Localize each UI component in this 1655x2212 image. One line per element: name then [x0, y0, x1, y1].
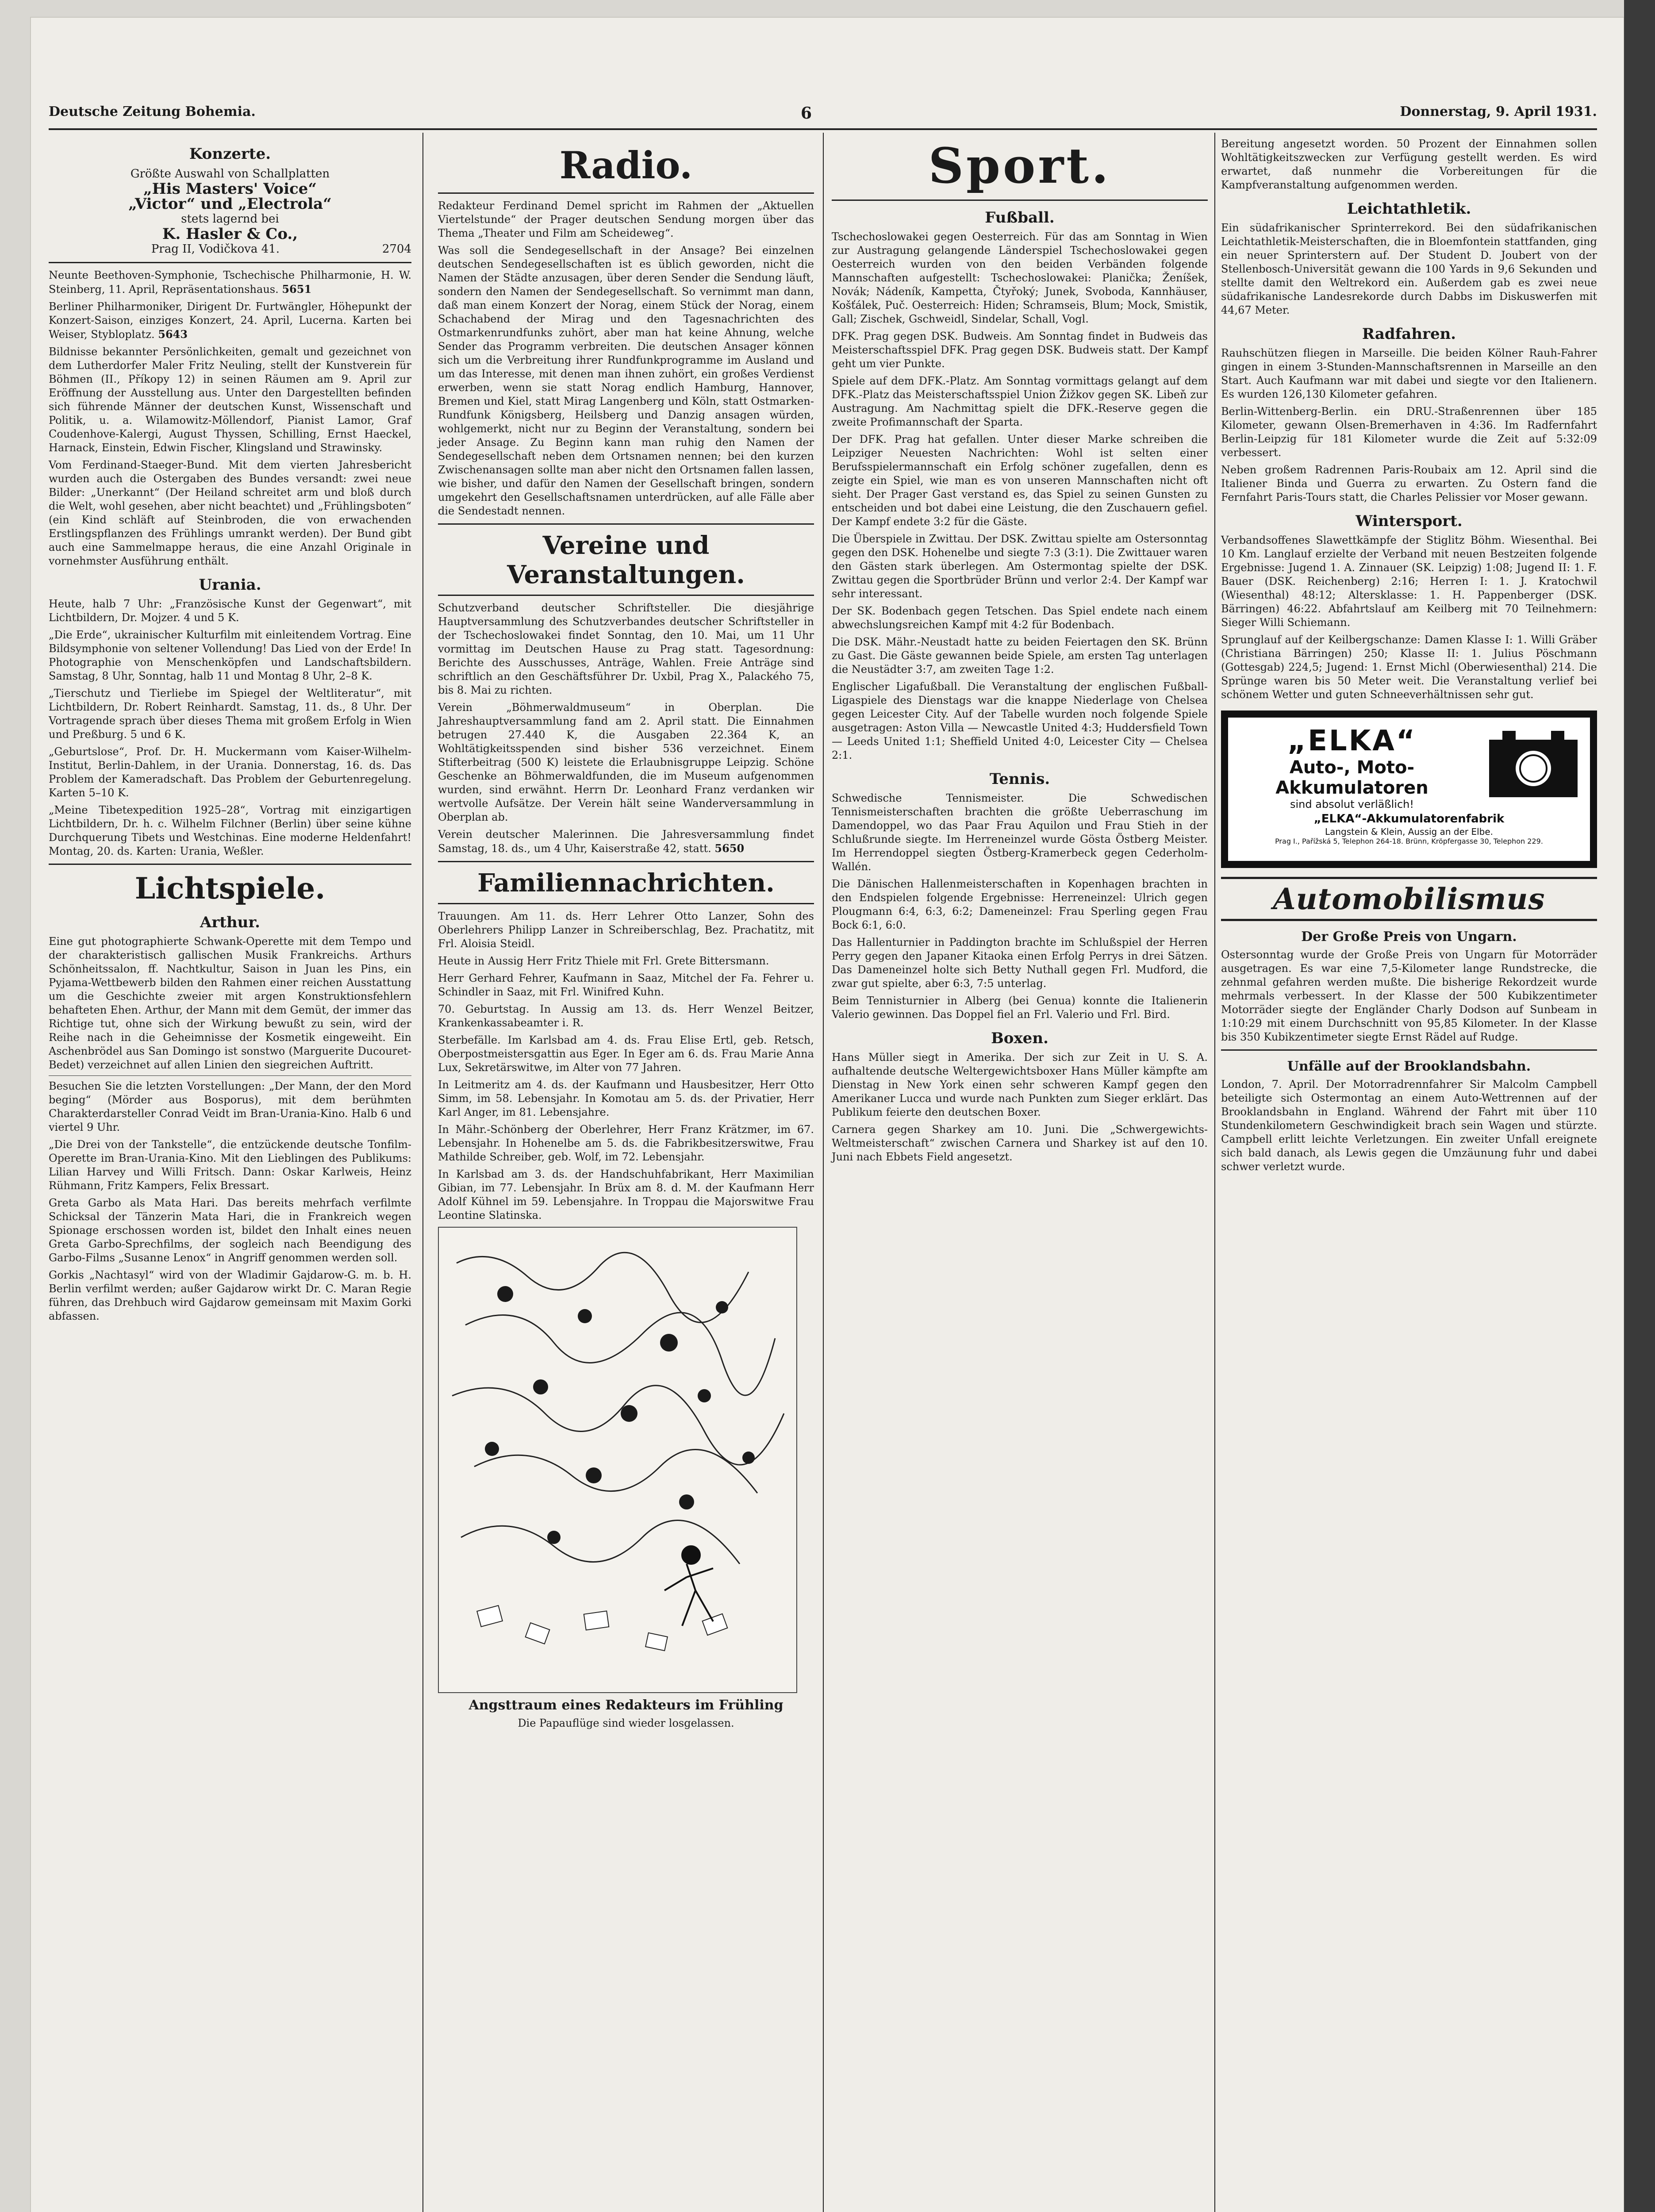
divider [438, 192, 814, 194]
divider [438, 595, 814, 596]
article-paragraph: Verein „Böhmerwaldmuseum“ in Oberplan. Die Jahreshauptversammlung fand am 2. April statt. Die Einnahmen betrugen 27.440 K, die Ausgaben 22.364 K, an Wohltätigkeitsspenden sind bisher 536 verzeichnet. Einem Stifterbeitrag (500 K) leistete die Erlaubnisgruppe Leipzig. Schöne Geschenke an Böhmerwaldfunden, die im Museum aufgenommen wurden, sind erwähnt. Herrn Dr. Leonhard Franz verdanken wir wertvolle Aufsätze. Der Verein hält seine Wanderversammlung in Oberplan ab. [438, 701, 814, 823]
advert-line [49, 242, 411, 257]
divider [438, 861, 814, 862]
column-rule [1214, 133, 1215, 2212]
section-heading-urania: Urania. [199, 576, 261, 594]
elka-address: Prag I., Pařížská 5, Telephon 264-18. Brünn, Kröpfergasse 30, Telephon 229. [1275, 837, 1543, 845]
subheading-leichtathletik: Leichtathletik. [1347, 200, 1471, 218]
elka-firm: „ELKA“-Akkumulatorenfabrik [1313, 812, 1505, 826]
article-paragraph: Besuchen Sie die letzten Vorstellungen: „Der Mann, der den Mord beging“ (Mörder aus Bosporus), mit dem berühmten Charakterdarsteller Conrad Veidt im Bran-Urania-Kino. Halb 6 und viertel 9 Uhr. [49, 1080, 411, 1133]
divider [49, 1075, 411, 1076]
cartoon-illustration [438, 1227, 797, 1693]
article-paragraph: „Die Erde“, ukrainischer Kulturfilm mit einleitendem Vortrag. Eine Bildsymphonie von seltener Vollendung! Das Lied von der Erde! In Photographie von Menschenköpfen und Landschaftsbildern. Samstag, 8 Uhr, Sonntag, halb 11 und Montag 8 Uhr, 2–8 K. [49, 629, 411, 682]
article-paragraph: Herr Gerhard Fehrer, Kaufmann in Saaz, Mitchel der Fa. Fehrer u. Schindler in Saaz, mit Frl. Winifred Kuhn. [438, 972, 814, 998]
elka-line: Akkumulatoren [1275, 778, 1428, 798]
article-paragraph: Das Hallenturnier in Paddington brachte im Schlußspiel der Herren Perry gegen den Japaner Kitaoka einen Erfolg Perrys in drei Sätzen. Das Dameneinzel holte sich Betty Nuthall gegen Frl. Mudford, die zwar gut spielte, aber 6:3, 7:5 unterlag. [832, 936, 1208, 990]
subheading-boxen: Boxen. [991, 1029, 1048, 1047]
elka-line: Auto-, Moto- [1289, 757, 1415, 778]
article-paragraph: Heute in Aussig Herr Fritz Thiele mit Frl. Grete Bittersmann. [438, 955, 769, 967]
article-paragraph: Was soll die Sendegesellschaft in der Ansage? Bei einzelnen deutschen Sendegesellschaften ist es üblich geworden, nicht die Namen der Städte anzusagen, über deren Sender die Sendung läuft, sondern den Namen der Sendegesellschaft. So vernimmt man dann, daß man einem Konzert der Norag, einem Stück der Norag, einem Schachabend der Mirag und den Tagesnachrichten des Ostmarkenrundfunks zuhört, aber man hat keine Ahnung, welche Sender das Programm verbreiten. Die deutschen Ansager können sich um die Verbreitung ihrer Rundfunkprogramme im Ausland und um das Interesse, mit denen man ihnen zuhört, ein großes Verdienst erwerben, wenn sie statt Norag endlich Hamburg, Hannover, Bremen und Kiel, statt Mirag Langenberg und Köln, statt Ostmarken-Rundfunk Königsberg, Heilsberg und Danzig ansagen würden, wohlgemerkt, nicht nur zu Beginn der Veranstaltung, sondern bei jeder Ansage. Zu Beginn kann man ruhig den Namen der Sendegesellschaft neben dem Ortsnamen nennen; bei den kurzen Zwischenansagen sollte man aber nicht den Ortsnamen fallen lassen, wie bisher, und dafür den Namen der Gesellschaft bringen, sondern umgekehrt den Gesellschaftsnamen unterdrücken, auf alle Fälle aber die Sendestadt nennen. [438, 244, 814, 517]
column-rule [422, 133, 423, 2212]
article-paragraph: „Die Drei von der Tankstelle“, die entzückende deutsche Tonfilm-Operette im Bran-Urania-Kino. Mit den Lieblingen des Publikums: Lilian Harvey und Willi Fritsch. Dann: Oskar Karlweis, Heinz Rühmann, Fritz Kampers, Felix Bressart. [49, 1138, 411, 1192]
section-heading-lichtspiele: Lichtspiele. [134, 871, 326, 906]
cartoon-caption: Angsttraum eines Redakteurs im Frühling [468, 1697, 783, 1713]
elka-tagline: sind absolut verläßlich! [1290, 798, 1414, 810]
section-heading-radio: Radio. [559, 143, 693, 187]
advert-line: „Victor“ und „Electrola“ [128, 195, 332, 213]
article-paragraph: Die DSK. Mähr.-Neustadt hatte zu beiden Feiertagen den SK. Brünn zu Gast. Die Gäste gewannen beide Spiele, am ersten Tag unterlagen die Neustädter 3:7, am zweiten Tage 1:2. [832, 636, 1208, 676]
article-paragraph: London, 7. April. Der Motorradrennfahrer Sir Malcolm Campbell beteiligte sich Ostermontag an einem Auto-Wettrennen auf der Brooklandsbahn in England. Während der Fahrt mit über 110 Stundenkilometern Geschwindigkeit brach sein Wagen und stürzte. Campbell erlitt leichte Verletzungen. Ein zweiter Unfall ereignete sich bald danach, als Lewis gegen die Umzäunung fuhr und dabei schwer verletzt wurde. [1221, 1078, 1597, 1173]
article-paragraph: „Tierschutz und Tierliebe im Spiegel der Weltliteratur“, mit Lichtbildern, Dr. Robert Reinhardt. Samstag, 11. ds., 8 Uhr. Der Vortragende sprach über dieses Thema mit großem Erfolg in Wien und Preßburg. 5 und 6 K. [49, 687, 411, 741]
article-paragraph: In Leitmeritz am 4. ds. der Kaufmann und Hausbesitzer, Herr Otto Simm, im 58. Lebensjahr. In Komotau am 5. ds. der Privatier, Herr Karl Anger, im 81. Lebensjahre. [438, 1079, 814, 1118]
article-paragraph: Neben großem Radrennen Paris-Roubaix am 12. April sind die Italiener Binda und Guerra zu erwarten. Zu Ostern fand die Fernfahrt Paris-Tours statt, die Charles Pelissier vor Moser gewann. [1221, 464, 1597, 503]
column-rule [823, 133, 824, 2212]
cartoon-drawing [439, 1228, 796, 1692]
scan-edge [1624, 0, 1655, 2212]
article-paragraph: Trauungen. Am 11. ds. Herr Lehrer Otto Lanzer, Sohn des Oberlehrers Philipp Lanzer in Schreiberschlag, Bez. Prachatitz, mit Frl. Aloisia Steidl. [438, 910, 814, 950]
divider [438, 523, 814, 525]
advert-elka [1221, 710, 1597, 868]
article-paragraph: Bereitung angesetzt worden. 50 Prozent der Einnahmen sollen Wohltätigkeitszwecken zur Verfügung gestellt werden. Es wird erwartet, daß nunmehr die Vorbereitungen für die Kampfveranstaltung aufgenommen werden. [1221, 138, 1597, 191]
article-paragraph: Redakteur Ferdinand Demel spricht im Rahmen der „Aktuellen Viertelstunde“ der Prager deutschen Sendung morgen über das Thema „Theater und Film am Scheideweg“. [438, 200, 814, 239]
article-paragraph: Ein südafrikanischer Sprinterrekord. Bei den südafrikanischen Leichtathletik-Meisterschaften, die in Bloemfontein stattfanden, ging ein neuer Sprinterstern auf. Der Student D. Joubert von der Stellenbosch-Universität gewann die 100 Yards in 9,6 Sekunden und stellte damit den Weltrekord ein. Außerdem gab es zwei neue südafrikanische Landesrekorde durch Dabbs im Diskuswerfen mit 44,67 Meter. [1221, 222, 1597, 316]
article-paragraph: Der DFK. Prag hat gefallen. Unter dieser Marke schreiben die Leipziger Neuesten Nachrichten: Wohl ist selten einer Berufsspielermannschaft ein Erfolg schöner zugefallen, denn es zeigte ein Spiel, wie man es von unseren Mannschaften nicht oft sieht. Der Prager Gast verstand es, das Spiel zu seinen Gunsten zu entscheiden und bot dabei eine Leistung, die den Zuschauern gefiel. Der Kampf endete 3:2 für die Gäste. [832, 433, 1208, 528]
article-paragraph: Schwedische Tennismeister. Die Schwedischen Tennismeisterschaften brachten die größte Ueberraschung im Damendoppel, wo das Paar Frau Aquilon und Frau Stieh in der Schlußrunde siegte. Im Herreneinzel wurde Gösta Östberg Meister. Im Herrendoppel siegten Östberg-Kramerbeck gegen Cederholm-Wallén. [832, 792, 1208, 873]
article-paragraph: In Mähr.-Schönberg der Oberlehrer, Herr Franz Krätzmer, im 67. Lebensjahr. In Hohenelbe am 5. ds. die Fabrikbesitzerswitwe, Frau Mathilde Schreiber, geb. Wolf, im 72. Lebensjahr. [438, 1123, 814, 1163]
header-rule [49, 128, 1597, 130]
subheading-brooklands: Unfälle auf der Brooklandsbahn. [1287, 1059, 1531, 1074]
subheading-grosser-preis: Der Große Preis von Ungarn. [1301, 929, 1517, 945]
article-paragraph: Hans Müller siegt in Amerika. Der sich zur Zeit in U. S. A. aufhaltende deutsche Weltergewichtsboxer Hans Müller kämpfte am Dienstag in New York einen sehr schweren Kampf gegen den Amerikaner Lucca und wurde nach Punkten zum Sieger erklärt. Das Publikum feierte den deutschen Boxer. [832, 1051, 1208, 1118]
advert-line: K. Hasler & Co., [162, 225, 298, 243]
newspaper-name: Deutsche Zeitung Bohemia. [49, 104, 256, 119]
column-3 [832, 137, 1208, 1167]
elka-brand: „ELKA“ [1287, 725, 1417, 757]
article-paragraph: „Geburtslose“, Prof. Dr. H. Muckermann vom Kaiser-Wilhelm-Institut, Berlin-Dahlem, in der Urania. Donnerstag, 16. ds. Das Problem der Kameradschaft. Das Problem der Geburtenregelung. Karten 5–10 K. [49, 745, 411, 799]
article-paragraph: Berlin-Wittenberg-Berlin. ein DRU.-Straßenrennen über 185 Kilometer, gewann Olsen-Bremerhaven in 4:36. Im Radfernfahrt Berlin-Leipzig für 181 Kilometer wurde die Zeit auf 5:32:09 verbessert. [1221, 405, 1597, 459]
advert-line: stets lagernd bei [181, 212, 279, 226]
divider [49, 864, 411, 865]
column-2 [438, 137, 814, 1734]
article-paragraph: Carnera gegen Sharkey am 10. Juni. Die „Schwergewichts-Weltmeisterschaft“ zwischen Carnera und Sharkey ist auf den 10. Juni nach Ebbets Field angesetzt. [832, 1123, 1208, 1163]
divider [49, 262, 411, 263]
subheading-arthur: Arthur. [200, 914, 261, 931]
article-paragraph: Sprunglauf auf der Keilbergschanze: Damen Klasse I: 1. Willi Gräber (Christiana Bärringen) 250; Klasse II: 1. Julius Pöschmann (Gottesgab) 224,5; Jugend: 1. Ernst Michl (Oberwiesenthal) 214. Die Sprünge waren bis 50 Meter weit. Die Veranstaltung verlief bei schönem Wetter und guten Schneeverhältnissen sehr gut. [1221, 634, 1597, 701]
section-heading-familien: Familiennachrichten. [477, 868, 775, 898]
article-paragraph: Heute, halb 7 Uhr: „Französische Kunst der Gegenwart“, mit Lichtbildern, Dr. Mojzer. 4 und 5 K. [49, 598, 411, 624]
article-paragraph: Neunte Beethoven-Symphonie, Tschechische Philharmonie, H. W. Steinberg, 11. April, Repräsentationshaus. 5651 [49, 269, 411, 296]
article-paragraph: Spiele auf dem DFK.-Platz. Am Sonntag vormittags gelangt auf dem DFK.-Platz das Meisterschaftsspiel Union Žižkov gegen SK. Libeň zur Austragung. Am Nachmittag spielt die DFK.-Reserve gegen die zweite Profimannschaft der Sparta. [832, 375, 1208, 428]
article-paragraph: Greta Garbo als Mata Hari. Das bereits mehrfach verfilmte Schicksal der Tänzerin Mata Hari, die in Frankreich wegen Spionage erschossen worden ist, bildet den Inhalt eines neuen Greta Garbo-Sprechfilms, der sogleich nach Beendigung des Garbo-Films „Susanne Lenox“ in Angriff genommen werden soll. [49, 1197, 411, 1264]
advert-code: 2704 [382, 242, 411, 256]
column-4 [1221, 137, 1597, 1177]
divider [438, 903, 814, 904]
article-paragraph: Englischer Ligafußball. Die Veranstaltung der englischen Fußball-Ligaspiele des Dienstags war die knappe Niederlage von Chelsea gegen Leicester City. Auf der Tabelle wurden noch folgende Spiele ausgetragen: Aston Villa — Newcastle United 4:3; Huddersfield Town — Leeds United 1:1; Sheffield United 4:0, Leicester City — Chelsea 2:1. [832, 680, 1208, 761]
page-number: 6 [801, 104, 812, 123]
article-paragraph: 70. Geburtstag. In Aussig am 13. ds. Herr Wenzel Beitzer, Krankenkassabeamter i. R. [438, 1003, 814, 1029]
article-paragraph: Tschechoslowakei gegen Oesterreich. Für das am Sonntag in Wien zur Austragung gelangende Länderspiel Tschechoslowakei gegen Oesterreich wurden von den beiden Verbänden folgende Mannschaften aufgestellt: Tschechoslowakei: Planička; Ženíšek, Novák; Nádeník, Kampetta, Čtyřoký; Junek, Svoboda, Kannhäuser, Košťálek, Puč. Oesterreich: Hiden; Schramseis, Blum; Mock, Smistik, Gall; Zischek, Gschweidl, Sindelar, Schall, Vogl. [832, 230, 1208, 325]
article-paragraph: Rauhschützen fliegen in Marseille. Die beiden Kölner Rauh-Fahrer gingen in einem 3-Stunden-Mannschaftsrennen in Marseille an den Start. Auch Kaufmann war mit dabei und siegte vor den Italienern. Es wurden 126,130 Kilometer gefahren. [1221, 347, 1597, 400]
article-paragraph: Schutzverband deutscher Schriftsteller. Die diesjährige Hauptversammlung des Schutzverbandes deutscher Schriftsteller in der Tschechoslowakei findet Sonntag, den 10. Mai, um 11 Uhr vormittag im Deutschen Hause zu Prag statt. Tagesordnung: Berichte des Ausschusses, Anträge, Wahlen. Freie Anträge sind schriftlich an den Geschäftsführer Dr. Uxbil, Prag X., Palackého 75, bis 8. Mai zu richten. [438, 602, 814, 696]
article-paragraph: Eine gut photographierte Schwank-Operette mit dem Tempo und der charakteristisch gallischen Musik Frankreichs. Arthurs Schönheitssalon, ff. Nachtkultur, Saison in Juan les Pins, ein Pyjama-Wettbewerb bilden den Rahmen einer reichen Ausstattung um die Geschichte zweier mit argen Konstruktionsfehlern behafteten Ehen. Arthur, der Mann mit dem Gemüt, der immer das Richtige tut, ohne sich der Wirkung bewußt zu sein, wird der Reihe nach in die Geheimnisse der Kosmetik eingeweiht. Ein Aschenbrödel aus San Domingo ist sonstwo (Marguerite Ducouret-Bedet) verzeichnet auf allen Linien den siegreichen Auftritt. [49, 935, 411, 1071]
section-heading-automobilismus: Automobilismus [1221, 877, 1597, 921]
column-1 [49, 137, 411, 1327]
article-paragraph: Vom Ferdinand-Staeger-Bund. Mit dem vierten Jahresbericht wurden auch die Ostergaben des Bundes versandt: zwei neue Bilder: „Unerkannt“ (Der Heiland schreitet arm und bloß durch die Welt, wohl gesehen, aber nicht beachtet) und „Frühlingsboten“ (ein Kind schläft auf Steinbroden, die von erwachenden Erstlingspflanzen des Frühlings umrankt werden). Der Bund gibt auch eine Sammelmappe heraus, die eine Anzahl Originale in vornehmster Ausführung enthält. [49, 459, 411, 567]
article-paragraph: Ostersonntag wurde der Große Preis von Ungarn für Motorräder ausgetragen. Es war eine 7,5-Kilometer lange Rundstrecke, die zehnmal gefahren werden mußte. Die bisherige Rekordzeit wurde mehrmals verbessert. In der Klasse der 500 Kubikzentimeter Motorräder siegte der Engländer Charly Dodson auf Sunbeam in 1:10:29 mit einem Durchschnitt von 95,85 Kilometer. In der Klasse bis 350 Kubikzentimeter siegte Ernst Rädel auf Rudge. [1221, 949, 1597, 1043]
article-paragraph: Der SK. Bodenbach gegen Tetschen. Das Spiel endete nach einem abwechslungsreichen Kampf mit 4:2 für Bodenbach. [832, 605, 1208, 631]
article-paragraph: Gorkis „Nachtasyl“ wird von der Wladimir Gajdarow-G. m. b. H. Berlin verfilmt werden; außer Gajdarow wirkt Dr. C. Maran Regie führen, das Drehbuch wird Gajdarow gemeinsam mit Maxim Gorki abfassen. [49, 1269, 411, 1322]
article-paragraph: Die Dänischen Hallenmeisterschaften in Kopenhagen brachten in den Endspielen folgende Ergebnisse: Herreneinzel: Ulrich gegen Plougmann 6:4, 6:3, 6:2; Dameneinzel: Frau Sperling gegen Frau Bock 6:1, 6:0. [832, 878, 1208, 931]
article-paragraph: In Karlsbad am 3. ds. der Handschuhfabrikant, Herr Maximilian Gibian, im 77. Lebensjahr. In Brüx am 8. d. M. der Kaufmann Herr Adolf Kühnel im 59. Lebensjahre. In Troppau die Majorswitwe Frau Leontine Slatinska. [438, 1168, 814, 1221]
page-header [49, 104, 1597, 126]
subheading-radfahren: Radfahren. [1362, 325, 1456, 343]
article-paragraph: Sterbefälle. Im Karlsbad am 4. ds. Frau Elise Ertl, geb. Retsch, Oberpostmeistersgattin aus Eger. In Eger am 6. ds. Frau Marie Anna Lux, Sekretärswitwe, im Alter von 77 Jahren. [438, 1034, 814, 1074]
divider [1221, 1049, 1597, 1051]
section-heading-konzerte: Konzerte. [189, 145, 271, 163]
section-heading-sport: Sport. [928, 137, 1111, 194]
subheading-wintersport: Wintersport. [1355, 512, 1463, 530]
article-paragraph: „Meine Tibetexpedition 1925–28“, Vortrag mit einzigartigen Lichtbildern, Dr. h. c. Wilhelm Filchner (Berlin) über seine kühne Durchquerung Tibets und Westchinas. Eine moderne Heldenfahrt! Montag, 20. ds. Karten: Urania, Weßler. [49, 804, 411, 857]
article-paragraph: Bildnisse bekannter Persönlichkeiten, gemalt und gezeichnet von dem Lutherdorfer Maler Fritz Neuling, stellt der Kunstverein für Böhmen (II., Příkopy 12) in seinen Räumen am 9. April zur Eröffnung der Ausstellung aus. Unter den Dargestellten befinden sich führende Männer der deutschen Kunst, Wissenschaft und Politik, u. a. Wilamowitz-Möllendorf, Pianist Lamor, Graf Coudenhove-Kalergi, August Thyssen, Schilling, Ernst Haeckel, Harnack, Einstein, Edwin Fischer, Klingsland und Strawinsky. [49, 346, 411, 454]
section-heading-vereine: Vereine und Veranstaltungen. [507, 531, 745, 589]
issue-date: Donnerstag, 9. April 1931. [1400, 104, 1597, 119]
elka-address: Langstein & Klein, Aussig an der Elbe. [1325, 826, 1494, 837]
article-paragraph: Die Überspiele in Zwittau. Der DSK. Zwittau spielte am Ostersonntag gegen den DSK. Hohenelbe und siegte 7:3 (3:1). Die Zwittauer waren den Gästen stark überlegen. Am Ostermontag spielte der DSK. Zwittau gegen die Sportbrüder Brünn und verlor 2:4. Der Kampf war sehr interessant. [832, 533, 1208, 600]
advert-line: „His Masters' Voice“ [143, 180, 317, 198]
article-paragraph: Verbandsoffenes Slawettkämpfe der Stiglitz Böhm. Wiesenthal. Bei 10 Km. Langlauf erzielte der Verband mit neuen Bestzeiten folgende Ergebnisse: Jugend 1. A. Zinnauer (SK. Leipzig) 1:08; Jugend II: 1. F. Bauer (DSK. Reichenberg) 2:16; Herren I: 1. J. Kratochwil (Wiesenthal) 48:12; Altersklasse: 1. H. Pappenberger (DSK. Bärringen) 46:22. Abfahrtslauf am Keilberg mit 70 Teilnehmern: Sieger Willi Schiemann. [1221, 534, 1597, 629]
article-paragraph: Berliner Philharmoniker, Dirigent Dr. Furtwängler, Höhepunkt der Konzert-Saison, einziges Konzert, 24. April, Lucerna. Karten bei Weiser, Stybloplatz. 5643 [49, 300, 411, 341]
divider [832, 200, 1208, 201]
advert-elka-inner [1228, 718, 1590, 861]
advert-schallplatten [49, 166, 411, 257]
article-paragraph: Verein deutscher Malerinnen. Die Jahresversammlung findet Samstag, 18. ds., um 4 Uhr, Kaiserstraße 42, statt. 5650 [438, 828, 814, 855]
advert-line: Größte Auswahl von Schallplatten [130, 167, 330, 180]
article-paragraph: Beim Tennisturnier in Alberg (bei Genua) konnte die Italienerin Valerio gewinnen. Das Doppel fiel an Frl. Valerio und Frl. Bird. [832, 995, 1208, 1021]
cartoon-subcaption: Die Papauflüge sind wieder losgelassen. [518, 1717, 734, 1729]
subheading-tennis: Tennis. [989, 770, 1050, 788]
article-paragraph: DFK. Prag gegen DSK. Budweis. Am Sonntag findet in Budweis das Meisterschaftsspiel DFK. Prag gegen DSK. Budweis statt. Der Kampf geht um vier Punkte. [832, 330, 1208, 370]
subheading-fussball: Fußball. [985, 209, 1055, 227]
battery-icon [1485, 726, 1582, 802]
advert-address: Prag II, Vodičkova 41. [151, 242, 280, 256]
